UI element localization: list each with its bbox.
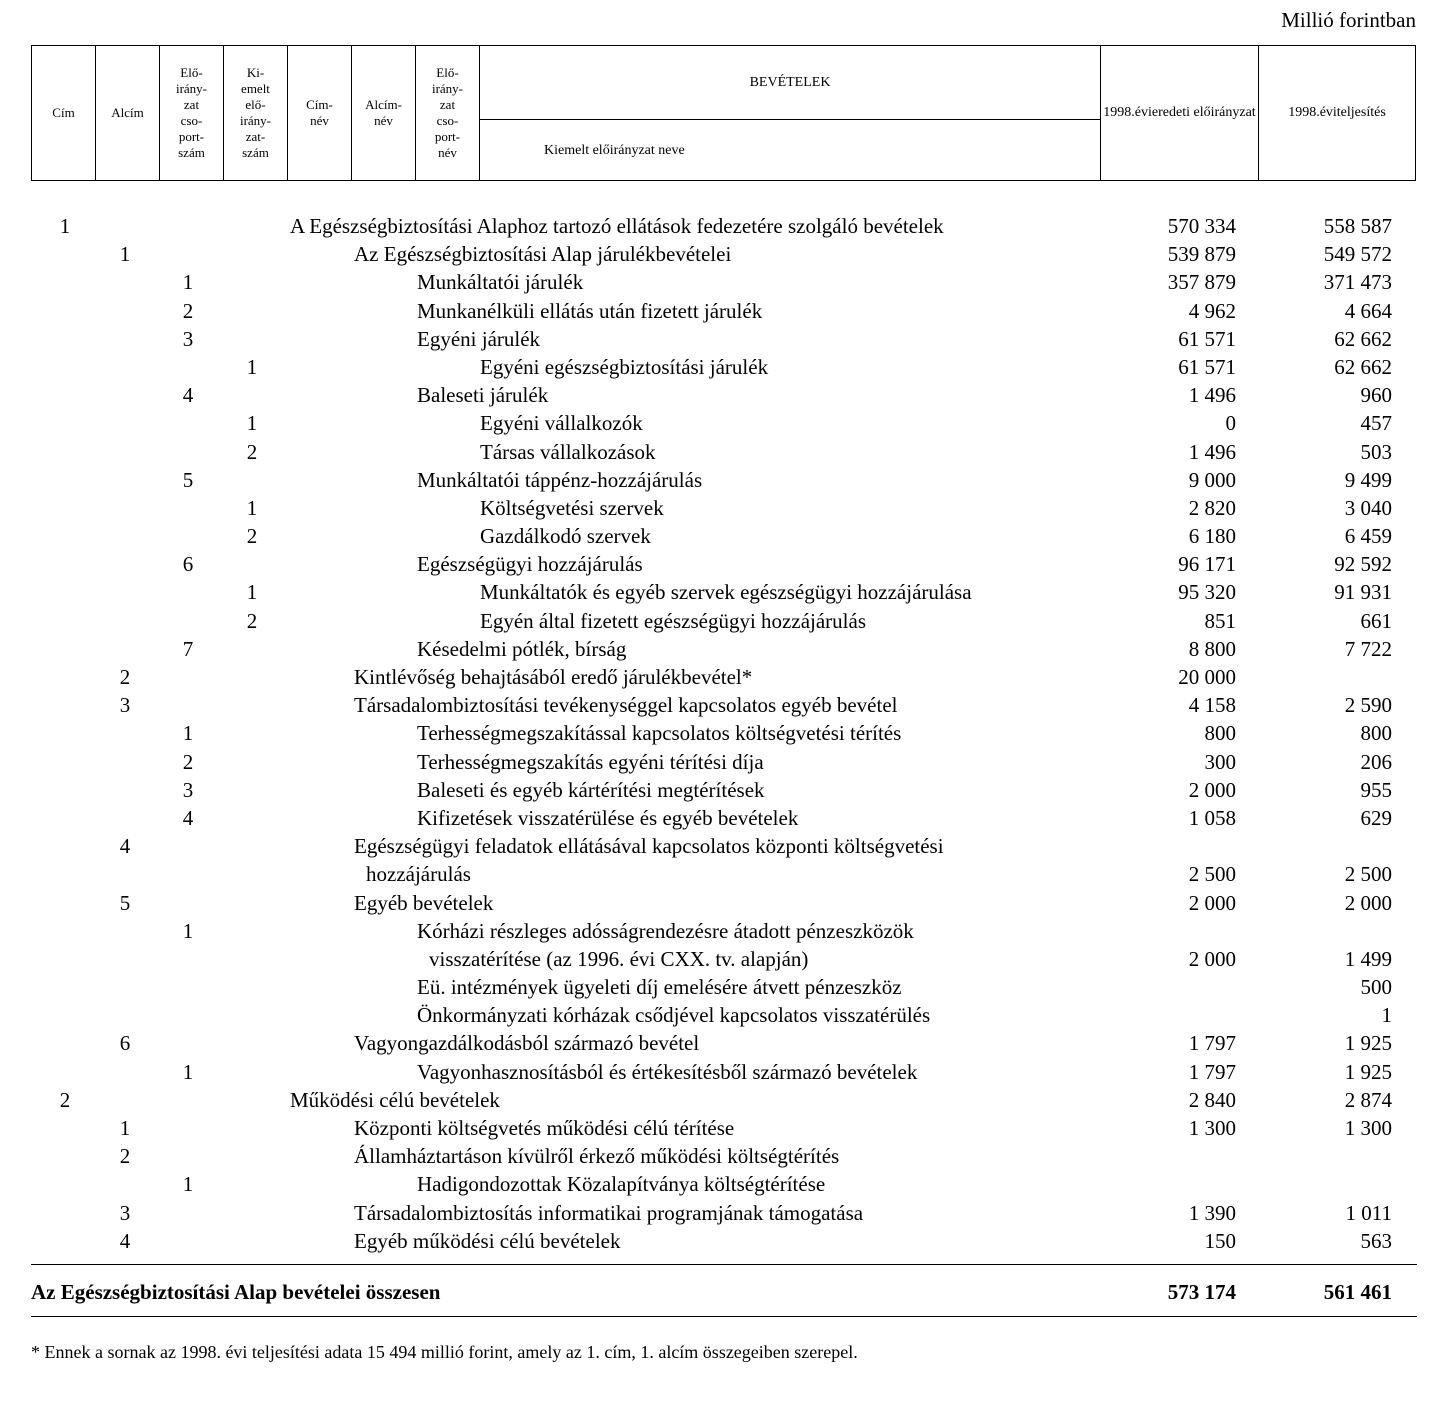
header-alcim: Alcím <box>96 46 160 180</box>
header-eredeti <box>1101 46 1259 180</box>
table-row <box>0 325 1430 353</box>
row-name-text: Vagyongazdálkodásból származó bevétel <box>354 1031 700 1056</box>
row-eredeti: 1 300 <box>1188 1116 1236 1141</box>
header-line: Ki- <box>246 65 265 80</box>
header-line: cso- <box>436 113 459 128</box>
row-eredeti: 570 334 <box>1167 214 1236 238</box>
row-eredeti: 2 500 <box>1188 862 1236 887</box>
row-eredeti: 2 840 <box>1188 1087 1236 1112</box>
row-name <box>480 607 866 635</box>
row-name-text: Késedelmi pótlék, bírság <box>417 636 627 661</box>
row-eredeti: 800 <box>1204 721 1236 746</box>
row-name-text: Az Egészségbiztosítási Alap járulékbevételei <box>354 242 732 267</box>
row-eredeti: 300 <box>1204 749 1236 774</box>
header-line: név <box>310 113 329 128</box>
row-eredeti: 8 800 <box>1188 636 1236 661</box>
table-row <box>0 663 1430 691</box>
table-row <box>0 691 1430 719</box>
table-row <box>0 804 1430 832</box>
row-code-c3: 1 <box>182 721 194 746</box>
header-line: szám <box>178 145 205 160</box>
row-code-c3: 3 <box>182 326 194 351</box>
header-eloiranyzat-csoport <box>160 46 224 180</box>
row-code-c1: 2 <box>59 1087 71 1112</box>
row-name <box>290 212 944 240</box>
header-line: port- <box>178 129 205 144</box>
row-name-text: Terhességmegszakítással kapcsolatos költségvetési térítés <box>417 721 902 746</box>
row-eredeti: 2 820 <box>1188 495 1236 520</box>
row-name <box>417 325 540 353</box>
header-line: emelt <box>241 81 270 96</box>
row-eredeti: 1 797 <box>1188 1031 1236 1056</box>
row-teljesites: 92 592 <box>1334 552 1392 577</box>
row-code-c4: 2 <box>246 439 258 464</box>
table-row <box>0 212 1430 240</box>
row-name-text: Gazdálkodó szervek <box>480 524 651 549</box>
row-name <box>480 438 656 466</box>
row-code-c4: 1 <box>246 580 258 605</box>
table-row <box>0 719 1430 747</box>
header-kiemelt-nev: Kiemelt előirányzat neve <box>544 143 685 158</box>
row-teljesites: 2 000 <box>1344 890 1392 915</box>
table-row <box>0 1058 1430 1086</box>
table-row <box>0 438 1430 466</box>
row-code-c2: 4 <box>119 1228 131 1253</box>
row-name <box>480 353 768 381</box>
row-code-c3: 3 <box>182 777 194 802</box>
row-name <box>417 917 914 973</box>
row-name-text: Költségvetési szervek <box>480 495 664 520</box>
row-teljesites: 62 662 <box>1334 354 1392 379</box>
header-line: Cím- <box>306 97 333 112</box>
table-row <box>0 494 1430 522</box>
row-teljesites: 549 572 <box>1323 242 1392 267</box>
row-eredeti: 9 000 <box>1188 467 1236 492</box>
row-teljesites: 661 <box>1360 608 1392 633</box>
row-teljesites: 1 925 <box>1344 1031 1392 1056</box>
row-name <box>417 748 764 776</box>
header-line: irány- <box>175 81 208 96</box>
row-code-c3: 2 <box>182 749 194 774</box>
row-name-text: Társadalombiztosítás informatikai programjának támogatása <box>354 1200 864 1225</box>
row-name-text: Központi költségvetés működési célú térítése <box>354 1116 735 1141</box>
row-eredeti: 851 <box>1204 608 1236 633</box>
total-eredeti: 573 174 <box>1167 1280 1236 1304</box>
header-line: zat <box>439 97 456 112</box>
row-name <box>417 1001 930 1029</box>
row-code-c3: 5 <box>182 467 194 492</box>
table-row <box>0 578 1430 606</box>
row-teljesites: 1 499 <box>1344 946 1392 971</box>
row-code-c3: 7 <box>182 636 194 661</box>
row-teljesites: 563 <box>1360 1228 1392 1253</box>
header-teljesites <box>1259 46 1415 180</box>
row-code-c1: 1 <box>59 214 71 238</box>
row-code-c2: 5 <box>119 890 131 915</box>
row-name-text: Államháztartáson kívülről érkező működési költségtérítés <box>354 1144 840 1169</box>
row-name-text: Vagyonhasznosításból és értékesítésből származó bevételek <box>417 1059 918 1084</box>
row-name-text: Munkáltatói táppénz-hozzájárulás <box>417 467 703 492</box>
row-name <box>354 889 493 917</box>
row-code-c3: 4 <box>182 805 194 830</box>
row-eredeti: 20 000 <box>1178 665 1236 689</box>
row-name <box>354 240 731 268</box>
row-name-text: Kifizetések visszatérülése és egyéb bevételek <box>417 805 799 830</box>
row-name-text: Egyéni egészségbiztosítási járulék <box>480 354 769 379</box>
table-row <box>0 1086 1430 1114</box>
row-teljesites: 457 <box>1360 411 1392 436</box>
row-name <box>417 297 762 325</box>
header-line: port- <box>434 129 461 144</box>
row-name-continuation: visszatérítése (az 1996. évi CXX. tv. alapján) <box>429 946 809 971</box>
table-row <box>0 748 1430 776</box>
row-teljesites: 1 011 <box>1345 1200 1392 1225</box>
header-line: név <box>374 113 393 128</box>
row-name <box>354 1199 863 1227</box>
row-eredeti: 357 879 <box>1167 270 1236 295</box>
row-name <box>354 1227 621 1255</box>
row-code-c3: 4 <box>182 383 194 408</box>
row-code-c3: 1 <box>182 270 194 295</box>
row-code-c2: 6 <box>119 1031 131 1056</box>
table-row <box>0 917 1430 973</box>
row-eredeti: 1 496 <box>1188 383 1236 408</box>
row-name-text: Egészségügyi hozzájárulás <box>417 552 643 577</box>
row-teljesites: 960 <box>1360 383 1392 408</box>
table-row <box>0 1029 1430 1057</box>
header-line: irány- <box>431 81 464 96</box>
header-line: teljesítés <box>1336 105 1386 120</box>
row-name-text: Egyén által fizetett egészségügyi hozzájárulás <box>480 608 866 633</box>
row-name-text: Munkáltatók és egyéb szervek egészségügyi hozzájárulása <box>480 580 972 605</box>
header-line: név <box>438 145 457 160</box>
row-name <box>480 522 651 550</box>
header-cimnev <box>288 46 352 180</box>
row-teljesites: 1 925 <box>1344 1059 1392 1084</box>
header-line: zat <box>183 97 200 112</box>
unit-label: Millió forintban <box>1281 8 1416 32</box>
row-code-c3: 1 <box>182 1059 194 1084</box>
row-name-text: Baleseti és egyéb kártérítési megtérítések <box>417 777 765 802</box>
table-row <box>0 522 1430 550</box>
row-name <box>354 1029 699 1057</box>
row-name <box>480 409 643 437</box>
row-name <box>417 804 798 832</box>
row-name-text: Önkormányzati kórházak csődjével kapcsolatos visszatérülés <box>417 1003 931 1028</box>
row-name-text: Baleseti járulék <box>417 383 549 408</box>
row-eredeti: 61 571 <box>1178 354 1236 379</box>
row-teljesites: 9 499 <box>1344 467 1392 492</box>
row-name <box>417 268 583 296</box>
row-name <box>417 550 643 578</box>
table-row <box>0 381 1430 409</box>
row-teljesites: 1 300 <box>1344 1116 1392 1141</box>
row-code-c3: 6 <box>182 552 194 577</box>
row-eredeti: 2 000 <box>1188 890 1236 915</box>
row-code-c2: 3 <box>119 693 131 718</box>
row-teljesites: 6 459 <box>1344 524 1392 549</box>
row-eredeti: 6 180 <box>1188 524 1236 549</box>
row-name-text: Kórházi részleges adósságrendezésre átadott pénzeszközök <box>417 918 914 943</box>
total-rule-top <box>31 1264 1417 1265</box>
header-line: Elő- <box>436 65 459 80</box>
row-teljesites: 500 <box>1360 975 1392 1000</box>
row-name-text: Egyéni járulék <box>417 326 541 351</box>
row-teljesites: 2 874 <box>1344 1087 1392 1112</box>
row-code-c3: 2 <box>182 298 194 323</box>
row-name <box>417 381 548 409</box>
row-code-c4: 1 <box>246 495 258 520</box>
table-row <box>0 776 1430 804</box>
row-code-c4: 2 <box>246 524 258 549</box>
row-name <box>480 494 664 522</box>
row-teljesites: 800 <box>1360 721 1392 746</box>
footnote: * Ennek a sornak az 1998. évi teljesítési adata 15 494 millió forint, amely az 1. cím, 1. alcím összegeiben szerepel. <box>31 1342 858 1362</box>
row-name <box>354 1114 734 1142</box>
row-eredeti: 2 000 <box>1188 777 1236 802</box>
row-code-c2: 2 <box>119 1144 131 1169</box>
row-eredeti: 0 <box>1225 411 1236 436</box>
row-name-text: Működési célú bevételek <box>290 1087 500 1112</box>
row-teljesites: 1 <box>1381 1003 1392 1028</box>
row-name-text: Egyéni vállalkozók <box>480 411 643 436</box>
row-name-text: Terhességmegszakítás egyéni térítési díja <box>417 749 764 774</box>
table-row <box>0 409 1430 437</box>
row-name <box>354 1142 839 1170</box>
table-row <box>0 635 1430 663</box>
row-eredeti: 1 797 <box>1188 1059 1236 1084</box>
header-line: zat- <box>245 129 266 144</box>
row-name <box>417 719 901 747</box>
row-name-text: Egyéb bevételek <box>354 890 494 915</box>
row-name <box>354 663 752 691</box>
row-teljesites: 91 931 <box>1334 580 1392 605</box>
row-teljesites: 955 <box>1360 777 1392 802</box>
total-label: Az Egészségbiztosítási Alap bevételei összesen <box>31 1280 441 1304</box>
row-name <box>417 1170 825 1198</box>
row-teljesites: 558 587 <box>1323 214 1392 238</box>
row-code-c2: 1 <box>119 1116 131 1141</box>
row-code-c3: 1 <box>182 918 194 943</box>
table-row <box>0 1170 1430 1198</box>
row-name <box>290 1086 500 1114</box>
row-name-text: Munkáltatói járulék <box>417 270 584 295</box>
table-row <box>0 832 1430 888</box>
header-bevetelek-title: BEVÉTELEK <box>480 46 1100 120</box>
table-row <box>0 240 1430 268</box>
table-row <box>0 1227 1430 1255</box>
row-name <box>417 635 626 663</box>
row-code-c2: 3 <box>119 1200 131 1225</box>
row-teljesites: 4 664 <box>1344 298 1392 323</box>
row-teljesites: 629 <box>1360 805 1392 830</box>
row-name-text: Egészségügyi feladatok ellátásával kapcsolatos központi költségvetési <box>354 834 944 859</box>
table-row <box>0 550 1430 578</box>
row-eredeti: 4 158 <box>1188 693 1236 718</box>
row-name-text: A Egészségbiztosítási Alaphoz tartozó ellátások fedezetére szolgáló bevételek <box>290 214 944 238</box>
table-row <box>0 607 1430 635</box>
table-header <box>31 45 1416 181</box>
row-teljesites: 2 500 <box>1344 862 1392 887</box>
table-body <box>0 212 1430 1255</box>
row-name-text: Kintlévőség behajtásából eredő járulékbevétel* <box>354 665 753 689</box>
row-eredeti: 1 496 <box>1188 439 1236 464</box>
header-line: 1998.évi <box>1103 105 1152 120</box>
header-line: Alcím- <box>365 97 402 112</box>
row-code-c2: 2 <box>119 665 131 689</box>
row-eredeti: 1 390 <box>1188 1200 1236 1225</box>
row-eredeti: 2 000 <box>1188 946 1236 971</box>
row-teljesites: 2 590 <box>1344 693 1392 718</box>
table-row <box>0 1114 1430 1142</box>
header-line: eredeti előirányzat <box>1151 105 1256 120</box>
row-eredeti: 150 <box>1204 1228 1236 1253</box>
table-row <box>0 353 1430 381</box>
row-code-c4: 2 <box>246 608 258 633</box>
header-bevetelek <box>480 46 1101 180</box>
row-eredeti: 95 320 <box>1178 580 1236 605</box>
table-row <box>0 1142 1430 1170</box>
row-name <box>354 691 897 719</box>
total-teljesites: 561 461 <box>1323 1280 1392 1304</box>
table-row <box>0 268 1430 296</box>
row-teljesites: 3 040 <box>1344 495 1392 520</box>
row-code-c2: 4 <box>119 834 131 859</box>
header-alcimnev <box>352 46 416 180</box>
table-row <box>0 1001 1430 1029</box>
total-rule-bottom <box>31 1316 1417 1317</box>
row-name <box>417 973 902 1001</box>
row-code-c4: 1 <box>246 411 258 436</box>
row-eredeti: 4 962 <box>1188 298 1236 323</box>
row-name <box>417 1058 917 1086</box>
table-row <box>0 1199 1430 1227</box>
row-code-c3: 1 <box>182 1172 194 1197</box>
row-name <box>354 832 944 888</box>
header-kiemelt <box>224 46 288 180</box>
table-row <box>0 466 1430 494</box>
row-teljesites: 503 <box>1360 439 1392 464</box>
row-code-c4: 1 <box>246 354 258 379</box>
row-name <box>417 466 702 494</box>
row-eredeti: 539 879 <box>1167 242 1236 267</box>
row-code-c2: 1 <box>119 242 131 267</box>
row-name-continuation: hozzájárulás <box>366 862 471 887</box>
row-teljesites: 371 473 <box>1323 270 1392 295</box>
table-row <box>0 889 1430 917</box>
row-name <box>417 776 765 804</box>
header-line: irány- <box>239 113 272 128</box>
row-eredeti: 61 571 <box>1178 326 1236 351</box>
row-eredeti: 96 171 <box>1178 552 1236 577</box>
header-cim: Cím <box>32 46 96 180</box>
row-eredeti: 1 058 <box>1188 805 1236 830</box>
table-row <box>0 973 1430 1001</box>
row-name <box>480 578 972 606</box>
row-teljesites: 62 662 <box>1334 326 1392 351</box>
row-name-text: Egyéb működési célú bevételek <box>354 1228 621 1253</box>
header-line: 1998.évi <box>1288 105 1337 120</box>
row-name-text: Társadalombiztosítási tevékenységgel kapcsolatos egyéb bevétel <box>354 693 898 718</box>
row-name-text: Társas vállalkozások <box>480 439 656 464</box>
header-line: szám <box>242 145 269 160</box>
header-eloiranyzat-csoport-nev <box>416 46 480 180</box>
table-row <box>0 297 1430 325</box>
row-teljesites: 7 722 <box>1344 636 1392 661</box>
row-name-text: Munkanélküli ellátás után fizetett járulék <box>417 298 763 323</box>
header-line: Elő- <box>180 65 203 80</box>
row-name-text: Eü. intézmények ügyeleti díj emelésére átvett pénzeszköz <box>417 975 902 1000</box>
row-teljesites: 206 <box>1360 749 1392 774</box>
header-line: cso- <box>180 113 203 128</box>
row-name-text: Hadigondozottak Közalapítványa költségtérítése <box>417 1172 826 1197</box>
header-line: elő- <box>245 97 266 112</box>
